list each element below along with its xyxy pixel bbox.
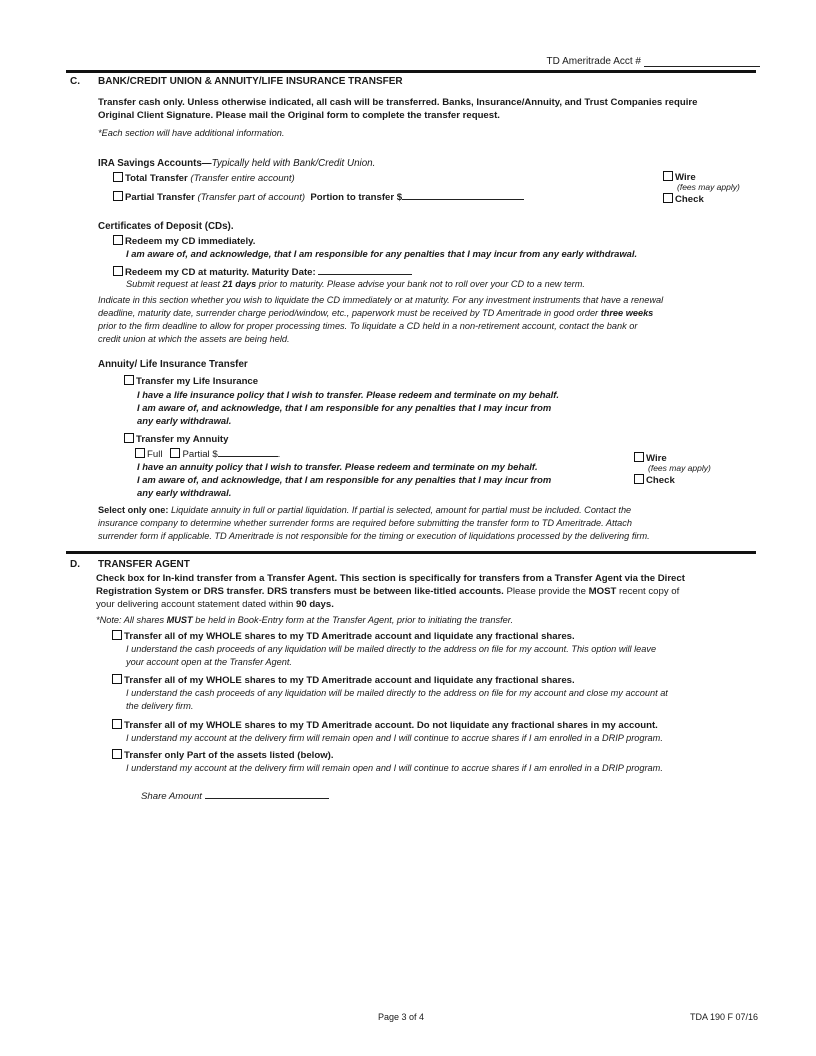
annuity-fees-note: (fees may apply) xyxy=(648,463,711,473)
transfer-agent-option-1[interactable]: Transfer all of my WHOLE shares to my TD Ameritrade account and liquidate any fractional shares. xyxy=(112,630,575,642)
cd-aware-text: I am aware of, and acknowledge, that I am responsible for any penalties that I may incur from any early withdrawal. xyxy=(126,248,638,259)
annuity-option[interactable]: Transfer my Annuity xyxy=(124,433,228,445)
annuity-wire-checkbox[interactable] xyxy=(634,452,644,462)
form-id: TDA 190 F 07/16 xyxy=(690,1012,759,1022)
section-d-intro-1: Check box for In-kind transfer from a Transfer Agent. This section is specifically for transfers from a Transfer Agent via the Direct xyxy=(96,573,685,584)
annuity-wire-option[interactable]: Wire xyxy=(634,452,667,464)
section-d-intro-3: your delivering account statement dated within 90 days. xyxy=(96,599,334,610)
cd-info-3: prior to the firm deadline to allow for proper processing times. To liquidate a CD held in a non-retirement account, contact the bank or xyxy=(98,321,638,331)
cd-heading: Certificates of Deposit (CDs). xyxy=(98,221,234,232)
option-2-desc-2: the delivery firm. xyxy=(126,701,194,711)
ira-wire-option[interactable]: Wire xyxy=(663,171,696,183)
select-one-1: Select only one: Liquidate annuity in full or partial liquidation. If partial is selected, amount for partial must be included. Contact the xyxy=(98,505,632,515)
maturity-date-field[interactable] xyxy=(318,265,412,275)
ira-fees-note: (fees may apply) xyxy=(677,182,740,192)
annuity-text-2: I am aware of, and acknowledge, that I am responsible for any penalties that I may incur from xyxy=(137,474,552,485)
transfer-agent-checkbox-1[interactable] xyxy=(112,630,122,640)
option-1-desc-1: I understand the cash proceeds of any liquidation will be mailed directly to the address on file for my account. This option will leave xyxy=(126,644,657,654)
section-d-intro-2: Registration System or DRS transfer. DRS transfers must be between like-titled accounts. Please provide the MOST recent copy of xyxy=(96,586,680,597)
annuity-partial-amount-field[interactable] xyxy=(218,447,278,457)
select-one-3: surrender form if applicable. TD Ameritrade is not responsible for the timing or execution of liquidations processed by the delivering firm. xyxy=(98,531,650,541)
share-amount-field[interactable] xyxy=(205,789,329,799)
ira-total-option[interactable]: Total Transfer (Transfer entire account) xyxy=(113,172,295,184)
cd-info-4: credit union at which the assets are being held. xyxy=(98,334,290,344)
cd-info-1: Indicate in this section whether you wish to liquidate the CD immediately or at maturity. For any investment instruments that have a renewal xyxy=(98,295,664,305)
ira-check-checkbox[interactable] xyxy=(663,193,673,203)
annuity-checkbox[interactable] xyxy=(124,433,134,443)
transfer-agent-checkbox-4[interactable] xyxy=(112,749,122,759)
ira-check-option[interactable]: Check xyxy=(663,193,704,205)
life-insurance-option[interactable]: Transfer my Life Insurance xyxy=(124,375,258,387)
section-d-title: TRANSFER AGENT xyxy=(98,559,190,570)
annuity-heading: Annuity/ Life Insurance Transfer xyxy=(98,359,248,370)
section-c-note: *Each section will have additional information. xyxy=(98,128,285,138)
section-c-letter: C. xyxy=(70,76,80,87)
portion-amount-field[interactable] xyxy=(402,190,524,200)
section-d-note: *Note: All shares MUST be held in Book-Entry form at the Transfer Agent, prior to initiating the transfer. xyxy=(96,615,514,625)
ira-heading: IRA Savings Accounts—Typically held with Bank/Credit Union. xyxy=(98,158,376,169)
life-insurance-checkbox[interactable] xyxy=(124,375,134,385)
share-amount-row: Share Amount xyxy=(141,789,329,802)
cd-redeem-maturity-option[interactable]: Redeem my CD at maturity. Maturity Date: xyxy=(113,265,412,278)
annuity-text-3: any early withdrawal. xyxy=(137,487,232,498)
transfer-agent-option-3[interactable]: Transfer all of my WHOLE shares to my TD Ameritrade account. Do not liquidate any fractional shares in my account. xyxy=(112,719,658,731)
ira-wire-checkbox[interactable] xyxy=(663,171,673,181)
section-c-title: BANK/CREDIT UNION & ANNUITY/LIFE INSURANCE TRANSFER xyxy=(98,76,403,87)
transfer-agent-option-4[interactable]: Transfer only Part of the assets listed (below). xyxy=(112,749,334,761)
acct-number-header xyxy=(547,56,760,67)
cd-redeem-now-checkbox[interactable] xyxy=(113,235,123,245)
option-2-desc-1: I understand the cash proceeds of any liquidation will be mailed directly to the address on file for my account and close my account at xyxy=(126,688,668,698)
cd-redeem-now-option[interactable]: Redeem my CD immediately. xyxy=(113,235,255,247)
annuity-text-1: I have an annuity policy that I wish to transfer. Please redeem and terminate on my behalf. xyxy=(137,461,538,472)
transfer-agent-checkbox-3[interactable] xyxy=(112,719,122,729)
option-3-desc-1: I understand my account at the delivery firm will remain open and I will continue to accrue shares if I am enrolled in a DRIP program. xyxy=(126,733,663,743)
annuity-full-checkbox[interactable] xyxy=(135,448,145,458)
select-one-2: insurance company to determine whether surrender forms are required before submitting the transfer form to TD Ameritrade. Attach xyxy=(98,518,632,528)
life-text-1: I have a life insurance policy that I wish to transfer. Please redeem and terminate on my behalf. xyxy=(137,389,560,400)
annuity-check-option[interactable]: Check xyxy=(634,474,675,486)
life-text-2: I am aware of, and acknowledge, that I am responsible for any penalties that I may incur from xyxy=(137,402,552,413)
life-text-3: any early withdrawal. xyxy=(137,415,232,426)
annuity-partial-checkbox[interactable] xyxy=(170,448,180,458)
ira-total-checkbox[interactable] xyxy=(113,172,123,182)
transfer-agent-option-2[interactable]: Transfer all of my WHOLE shares to my TD Ameritrade account and liquidate any fractional shares. xyxy=(112,674,575,686)
ira-partial-option[interactable]: Partial Transfer (Transfer part of account) Portion to transfer $ xyxy=(113,190,524,203)
section-divider xyxy=(66,551,756,554)
acct-label: TD Ameritrade Acct # xyxy=(546,56,641,67)
option-1-desc-2: your account open at the Transfer Agent. xyxy=(126,657,292,667)
acct-number-field[interactable] xyxy=(644,56,760,67)
transfer-agent-checkbox-2[interactable] xyxy=(112,674,122,684)
section-c-intro-1: Transfer cash only. Unless otherwise indicated, all cash will be transferred. Banks, Insurance/Annuity, and Trust Companies require xyxy=(98,97,698,108)
ira-partial-checkbox[interactable] xyxy=(113,191,123,201)
section-divider xyxy=(66,70,756,73)
section-c-intro-2: Original Client Signature. Please mail the Original form to complete the transfer request. xyxy=(98,110,500,121)
section-d-letter: D. xyxy=(70,559,80,570)
annuity-check-checkbox[interactable] xyxy=(634,474,644,484)
cd-redeem-maturity-checkbox[interactable] xyxy=(113,266,123,276)
cd-info-2: deadline, maturity date, surrender charge period/window, etc., paperwork must be received by TD Ameritrade in good order three weeks xyxy=(98,308,654,318)
annuity-amount-row: Full Partial $ . xyxy=(135,447,280,460)
option-4-desc-1: I understand my account at the delivery firm will remain open and I will continue to accrue shares if I am enrolled in a DRIP program. xyxy=(126,763,663,773)
page-number: Page 3 of 4 xyxy=(378,1012,425,1022)
cd-submit-text: Submit request at least 21 days prior to maturity. Please advise your bank not to roll over your CD to a new term. xyxy=(126,279,585,289)
